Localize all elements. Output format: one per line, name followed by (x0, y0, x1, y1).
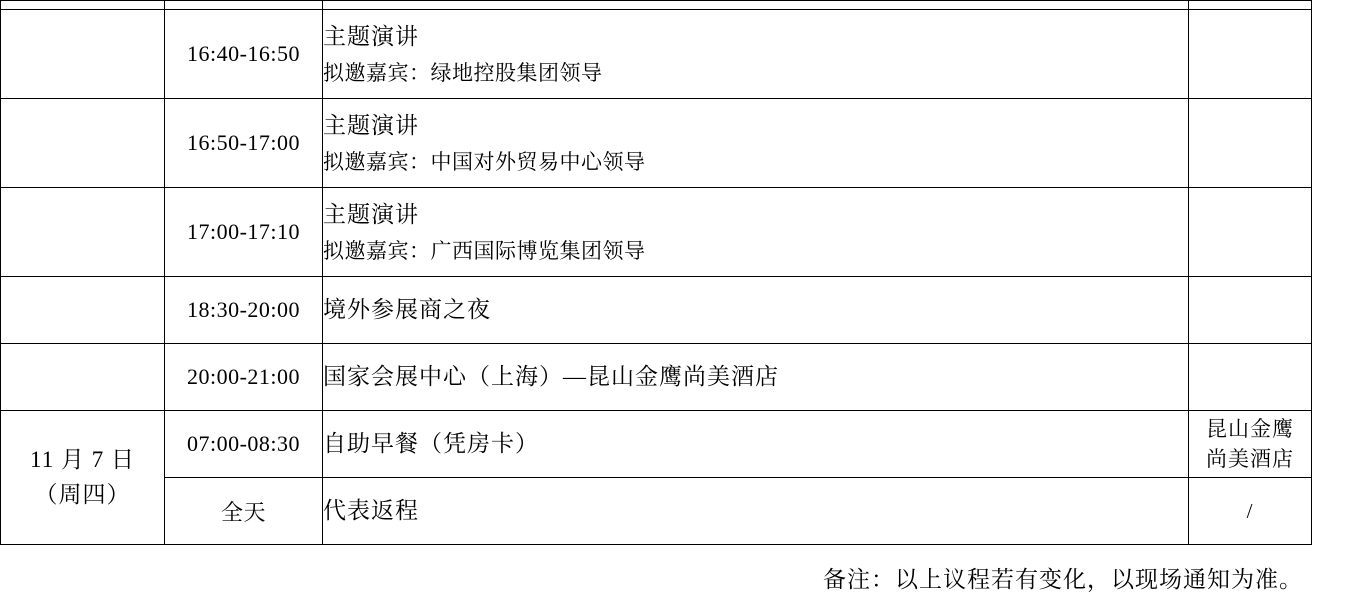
date-cell (1, 1, 165, 10)
place-cell (1189, 10, 1312, 99)
content-subtitle: 拟邀嘉宾：中国对外贸易中心领导 (323, 149, 646, 174)
table-row (1, 344, 1312, 411)
date-line-2: （周四） (34, 481, 131, 507)
place-cell (1189, 188, 1312, 277)
date-line-1: 11 月 7 日 (30, 447, 135, 472)
content-cell (323, 99, 1189, 188)
content-cell (323, 10, 1189, 99)
date-cell (1, 10, 165, 99)
place-cell (1189, 344, 1312, 411)
table-row-clipped (1, 1, 1312, 10)
date-cell (1, 188, 165, 277)
time-cell: 16:50-17:00 (165, 99, 323, 188)
place-cell (1189, 277, 1312, 344)
content-title: 代表返程 (323, 498, 419, 524)
place-cell (1189, 1, 1312, 10)
content-title: 主题演讲 (323, 112, 419, 138)
place-value: / (1246, 498, 1254, 523)
place-line-2: 尚美酒店 (1206, 447, 1294, 471)
content-title: 国家会展中心（上海）—昆山金鹰尚美酒店 (323, 364, 779, 390)
content-title: 境外参展商之夜 (323, 297, 491, 323)
content-cell (323, 277, 1189, 344)
table-row (1, 99, 1312, 188)
content-title: 主题演讲 (323, 201, 419, 227)
table-row (1, 188, 1312, 277)
table-row (1, 411, 1312, 478)
date-cell (1, 344, 165, 411)
content-title: 主题演讲 (323, 23, 419, 49)
content-subtitle: 拟邀嘉宾：绿地控股集团领导 (323, 60, 603, 85)
date-cell (1, 99, 165, 188)
time-cell: 16:40-16:50 (165, 10, 323, 99)
content-cell (323, 188, 1189, 277)
place-line-1: 昆山金鹰 (1206, 416, 1294, 441)
place-cell (1189, 99, 1312, 188)
time-cell: 18:30-20:00 (165, 277, 323, 344)
footer-note: 备注：以上议程若有变化，以现场通知为准。 (823, 567, 1303, 592)
date-cell (1, 411, 165, 545)
date-cell (1, 277, 165, 344)
content-cell (323, 344, 1189, 411)
place-cell (1189, 478, 1312, 545)
table-row (1, 277, 1312, 344)
time-cell: 全天 (165, 478, 323, 545)
content-cell (323, 411, 1189, 478)
time-cell: 07:00-08:30 (165, 411, 323, 478)
table-row (1, 478, 1312, 545)
place-cell (1189, 411, 1312, 478)
time-cell (165, 1, 323, 10)
time-cell: 17:00-17:10 (165, 188, 323, 277)
content-subtitle: 拟邀嘉宾：广西国际博览集团领导 (323, 238, 646, 263)
time-cell: 20:00-21:00 (165, 344, 323, 411)
table-left-border (0, 0, 1, 543)
content-title: 自助早餐（凭房卡） (323, 431, 539, 457)
content-cell (323, 478, 1189, 545)
content-cell (323, 1, 1189, 10)
table-row (1, 10, 1312, 99)
